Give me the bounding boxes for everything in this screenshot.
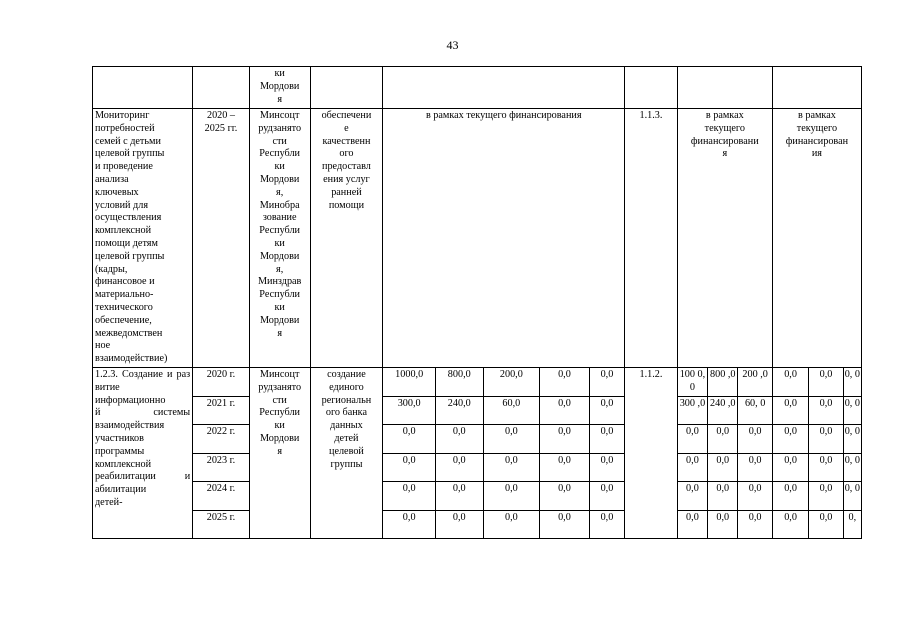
text-line: единого [329,381,364,393]
responsible-1-2-2 [249,109,310,368]
funding-b-value: 0,0 [772,482,808,511]
amount-cell: 0,0 [383,453,436,482]
amount-cell: 200,0 [483,367,540,396]
text-line: я [277,93,282,105]
text-line: ки [274,68,285,79]
text-line: потребностей [95,122,155,134]
year-cell: 2024 г. [193,482,250,511]
text-line: Минсоцт [259,110,300,121]
funding-a-value: 0,0 [677,453,707,482]
text-line: ки [274,301,285,313]
text-line: комплексной [95,458,152,470]
funding-a-value: 0,0 [677,425,707,454]
text-line: анализа [95,173,129,185]
text-line: ключевых [95,186,139,198]
funding-b-value: 0,0 [809,510,843,539]
text-line: 2025 гг. [204,122,238,134]
indicator-1-2-3: 1.1.2. [625,367,678,538]
text-line: ения услуг [323,173,370,185]
text-line: создание [327,368,366,380]
page-number: 43 [446,38,459,52]
text-line: качественн [322,135,371,147]
amount-cell: 0,0 [589,396,624,425]
funding-b-value: 0,0 [809,396,843,425]
activity-name-1-2-3 [93,367,193,538]
funding-b-value: 0,0 [809,425,843,454]
text-line: участников [95,432,144,444]
text-line: Республи [259,225,301,237]
text-line: детей [334,432,359,444]
amount-cell: 0,0 [383,425,436,454]
amount-cell: 0,0 [540,367,590,396]
funding-b-value: 0, 0 [843,482,861,511]
amount-cell: 800,0 [435,367,483,396]
funding-b-value: 0,0 [809,367,843,396]
text-line: Республи [259,407,301,419]
funding-b-value: 0,0 [772,425,808,454]
program-table [92,66,862,539]
text-line: целевой группы [95,250,165,262]
text-line: я, [276,186,284,198]
text-line: я [722,148,728,160]
text-line: технического [95,301,153,313]
name-cell [93,67,193,109]
amount-cell: 0,0 [540,425,590,454]
text-line: сти [272,135,287,147]
text-line: й системы [95,407,191,419]
year-cell: 2023 г. [193,453,250,482]
funding-a-value: 0,0 [738,510,772,539]
financing-1-2-2: в рамках текущего финансирования [383,109,625,368]
table-row-1-2-3-year [93,396,862,425]
text-line: зование [262,212,297,224]
text-line: Мордови [259,314,300,326]
text-line: финансовое и [95,276,155,288]
amount-cell: 0,0 [540,396,590,425]
amount-cell: 0,0 [383,510,436,539]
amount-cell: 0,0 [589,367,624,396]
funding-a-value: 0,0 [708,482,738,511]
responsible-1-2-3 [249,367,310,538]
funding-b-value: 0, 0 [843,367,861,396]
text-line: сти [272,394,287,406]
funding-a-value: 0,0 [708,510,738,539]
funding-b-1-2-2 [772,109,861,368]
text-line: обеспечени [321,110,372,121]
funding-b-value: 0, [843,510,861,539]
text-line: Минобра [259,199,300,211]
text-line: е [344,122,349,134]
text-line: текущего [704,122,745,134]
text-line: материально- [95,289,154,301]
funding-a-value: 240 ,0 [708,396,738,425]
text-line: детей- [95,496,123,508]
text-line: группы [330,458,363,470]
activity-name-1-2-2 [93,109,193,368]
text-line: Минсоцт [259,368,300,380]
text-line: условий для [95,199,149,211]
funding-a-1-2-2 [677,109,772,368]
text-line: ранней [331,186,362,198]
funding-b-value: 0, 0 [843,396,861,425]
table-row-1-2-2 [93,109,862,368]
text-line: абилитации [95,484,147,496]
funding-a-value: 800 ,0 [708,367,738,396]
amount-cell: 0,0 [540,510,590,539]
table-row-1-2-3-year [93,425,862,454]
text-line: взаимодействия [95,420,165,432]
table-row-1-2-3-year [93,367,862,396]
funding-a-value: 0,0 [677,482,707,511]
amount-cell: 0,0 [483,482,540,511]
text-line: рудзанято [258,381,302,393]
text-line: информационно [95,394,166,406]
amount-cell: 0,0 [435,453,483,482]
text-line: обеспечение, [95,314,152,326]
financing-cell [383,67,625,109]
period-cell [193,67,250,109]
amount-cell: 0,0 [435,510,483,539]
text-line: помощи детям [95,237,158,249]
funding-a-value: 0,0 [708,425,738,454]
text-line: взаимодействие) [95,353,168,365]
text-line: комплексной [95,225,152,237]
text-line: финансировани [690,135,759,147]
result-1-2-3 [310,367,383,538]
text-line: Республи [259,148,301,160]
text-line: я [277,445,282,457]
text-line: ки [274,237,285,249]
funding-a-cell [677,67,772,109]
text-line: в рамках [705,110,744,121]
amount-cell: 240,0 [435,396,483,425]
text-line: текущего [796,122,838,134]
text-line: ки [274,161,285,173]
text-line: Мордови [259,432,300,444]
text-line: целевой группы [95,148,165,160]
text-line: в рамках [798,110,836,121]
text-line: ное [95,340,111,352]
table-row-1-2-3-year [93,482,862,511]
activity-code-1-2-3: 1.2.3. [95,368,123,380]
funding-a-value: 0,0 [738,482,772,511]
funding-a-value: 100 0,0 [677,367,707,396]
funding-b-value: 0,0 [772,510,808,539]
amount-cell: 300,0 [383,396,436,425]
text-line: помощи [328,199,365,211]
text-line: (кадры, [95,263,128,275]
text-line: Мониторинг [95,110,150,121]
text-line: межведомствен [95,327,163,339]
text-line: семей с детьми [95,135,161,147]
year-cell: 2025 г. [193,510,250,539]
table-row-1-2-3-year [93,453,862,482]
text-line: Минздрав [257,276,302,288]
amount-cell: 60,0 [483,396,540,425]
amount-cell: 0,0 [483,425,540,454]
funding-a-value: 0,0 [677,510,707,539]
text-line: я [277,327,282,339]
text-line: целевой [329,445,364,457]
amount-cell: 0,0 [589,453,624,482]
text-line: ки [274,420,285,432]
funding-b-value: 0,0 [809,482,843,511]
text-line: я, [276,263,284,275]
amount-cell: 0,0 [589,482,624,511]
funding-b-value: 0,0 [772,396,808,425]
amount-cell: 0,0 [383,482,436,511]
funding-b-value: 0,0 [772,453,808,482]
table-row-continued [93,67,862,109]
text-line: и проведение [95,161,153,173]
responsible-cell [249,67,310,109]
funding-a-value: 0,0 [738,453,772,482]
text-line: финансирован [785,135,849,147]
text-line: программы [95,445,145,457]
funding-b-value: 0, 0 [843,425,861,454]
amount-cell: 0,0 [589,425,624,454]
text-line: осуществления [95,212,162,224]
amount-cell: 1000,0 [383,367,436,396]
text-line: Создание и развитие [95,368,191,393]
text-line: ия [811,148,822,160]
amount-cell: 0,0 [483,453,540,482]
text-line: предоставл [322,161,371,173]
indicator-cell [625,67,678,109]
text-line: Мордови [259,173,300,185]
funding-a-value: 300 ,0 [677,396,707,425]
text-line: ого [339,148,354,160]
funding-b-value: 0, 0 [843,453,861,482]
amount-cell: 0,0 [589,510,624,539]
table-row-1-2-3-year [93,510,862,539]
amount-cell: 0,0 [483,510,540,539]
period-1-2-2 [193,109,250,368]
year-cell: 2022 г. [193,425,250,454]
funding-b-value: 0,0 [809,453,843,482]
text-line: данных [330,420,363,432]
text-line: Мордови [259,80,300,92]
funding-a-value: 200 ,0 [738,367,772,396]
text-line: Республи [259,289,301,301]
amount-cell: 0,0 [540,453,590,482]
text-line: региональн [321,394,372,406]
text-line: рудзанято [258,122,302,134]
text-line: ого банка [325,407,367,419]
amount-cell: 0,0 [435,425,483,454]
funding-a-value: 60, 0 [738,396,772,425]
year-cell: 2021 г. [193,396,250,425]
funding-a-value: 0,0 [708,453,738,482]
text-line: Мордови [259,250,300,262]
amount-cell: 0,0 [540,482,590,511]
text-line: 2020 – [206,110,235,121]
text-line: реабилитации и [95,471,191,483]
funding-b-cell [772,67,861,109]
indicator-1-2-2: 1.1.3. [625,109,678,368]
amount-cell: 0,0 [435,482,483,511]
funding-b-value: 0,0 [772,367,808,396]
funding-a-value: 0,0 [738,425,772,454]
year-cell: 2020 г. [193,367,250,396]
result-1-2-2 [310,109,383,368]
result-cell [310,67,383,109]
